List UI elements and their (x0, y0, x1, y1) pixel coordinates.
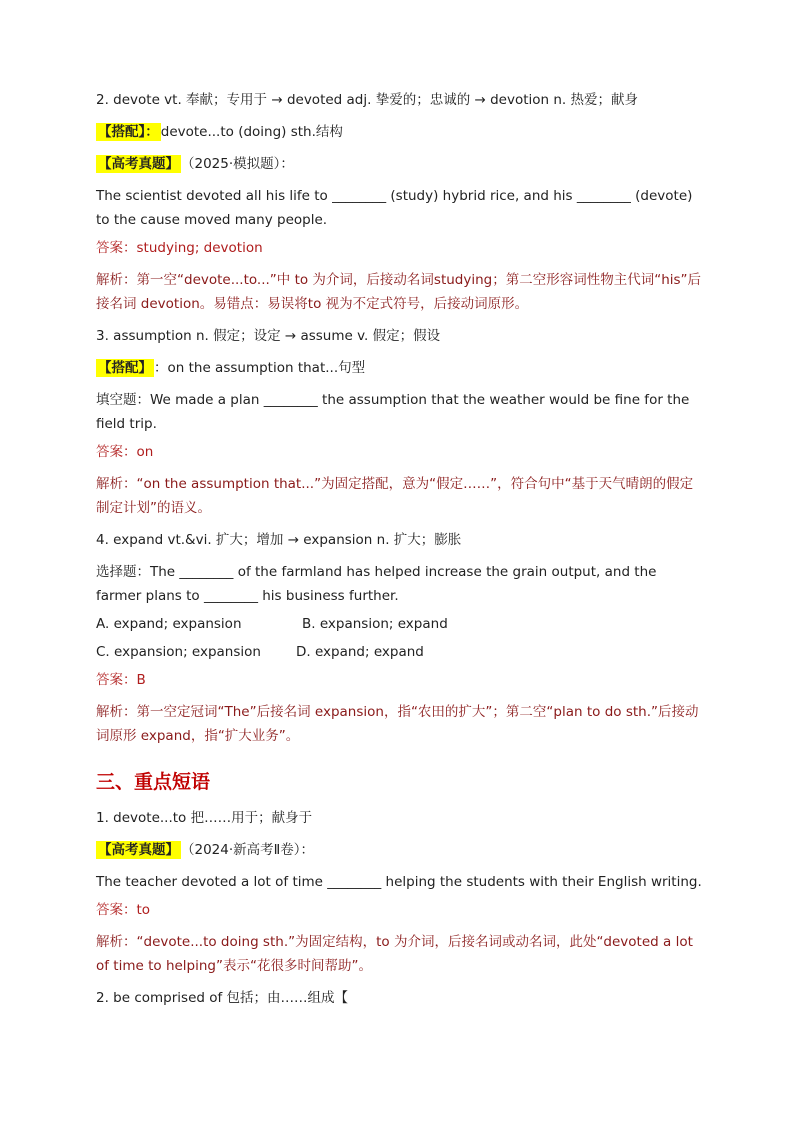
phrase1-head: 1. devote...to 把……用于；献身于 (96, 810, 313, 826)
item2-analysis: 解析：第一空“devote...to...”中 to 为介词，后接动名词studying；第二空形容词性物主代词“his”后接名词 devotion。易错点：易误将to 视为不定式符号，后接动词原形。 (96, 272, 702, 312)
document-page (96, 88, 706, 1018)
collocation-tag: 【搭配】 (98, 360, 152, 376)
item2-question: The scientist devoted all his life to ________ (study) hybrid rice, and his ________ (devote) to the cause moved many people. (96, 188, 693, 228)
item3-collocation (96, 356, 706, 380)
collocation-text: devote...to (doing) sth.结构 (160, 124, 343, 140)
collocation-text: ：on the assumption that...句型 (154, 360, 366, 376)
item4-options-row2 (96, 640, 706, 664)
collocation-tag: 【搭配】： (98, 124, 159, 140)
item4-question: 选择题：The ________ of the farmland has helped increase the grain output, and the farmer plans to ________ his business further. (96, 564, 657, 604)
item2-answer: 答案：studying; devotion (96, 240, 263, 256)
exam-source: （2024·新高考Ⅱ卷）： (181, 842, 315, 858)
item3-question: 填空题：We made a plan ________ the assumption that the weather would be fine for the field trip. (96, 392, 690, 432)
item3-head: 3. assumption n. 假定；设定 → assume v. 假定；假设 (96, 328, 441, 344)
phrase2-head: 2. be comprised of 包括；由……组成【 (96, 990, 349, 1006)
phrase1-exam (96, 838, 706, 862)
exam-tag: 【高考真题】 (98, 156, 179, 172)
item3-answer: 答案：on (96, 444, 154, 460)
item2-collocation (96, 120, 706, 144)
option-c: C. expansion; expansion (96, 644, 261, 660)
item2-head: 2. devote vt. 奉献；专用于 → devoted adj. 挚爱的；忠诚的 → devotion n. 热爱；献身 (96, 92, 639, 108)
option-d: D. expand; expand (296, 644, 424, 660)
phrase1-question: The teacher devoted a lot of time ________ helping the students with their English writing. (96, 874, 702, 890)
exam-source: （2025·模拟题）： (181, 156, 294, 172)
item3-analysis: 解析：“on the assumption that...”为固定搭配，意为“假定……”，符合句中“基于天气晴朗的假定制定计划”的语义。 (96, 476, 694, 516)
phrase1-analysis: 解析：“devote...to doing sth.”为固定结构，to 为介词，后接名词或动名词，此处“devoted a lot of time to helping”表示“花很多时间帮助”。 (96, 934, 693, 974)
phrase1-answer: 答案：to (96, 902, 151, 918)
item4-analysis: 解析：第一空定冠词“The”后接名词 expansion，指“农田的扩大”；第二空“plan to do sth.”后接动词原形 expand，指“扩大业务”。 (96, 704, 699, 744)
section-title: 三、重点短语 (96, 771, 211, 793)
item4-head: 4. expand vt.&vi. 扩大；增加 → expansion n. 扩大；膨胀 (96, 532, 462, 548)
item4-options-row1 (96, 612, 706, 636)
item4-answer: 答案：B (96, 672, 146, 688)
exam-tag: 【高考真题】 (98, 842, 179, 858)
option-b: B. expansion; expand (302, 616, 448, 632)
option-a: A. expand; expansion (96, 616, 242, 632)
item2-exam (96, 152, 706, 176)
